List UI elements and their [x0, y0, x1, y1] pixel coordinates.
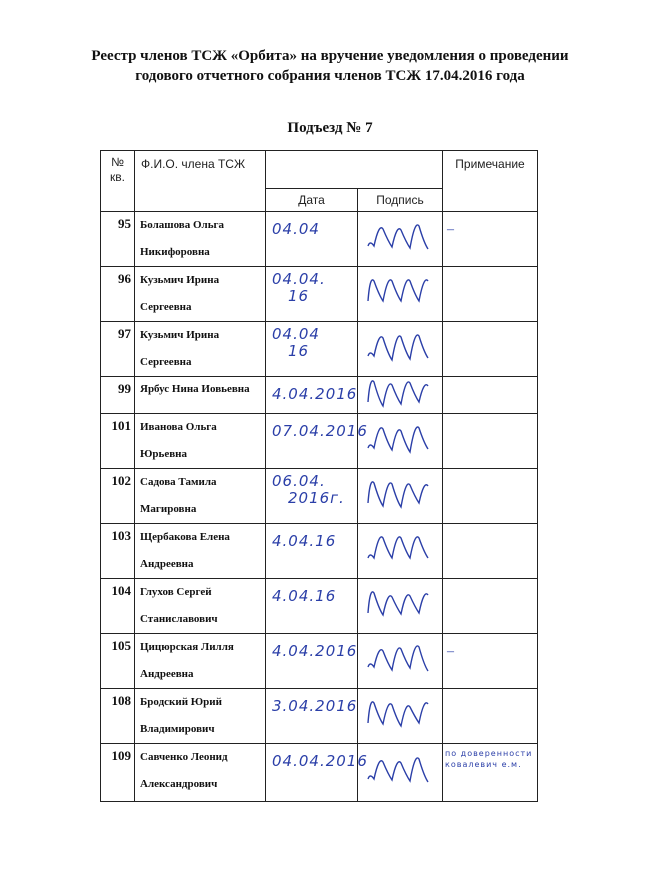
member-name-line-1: Цицюрская Лилля — [140, 641, 234, 653]
header-full-name: Ф.И.О. члена ТСЖ — [135, 151, 266, 212]
date-line-2: 16 — [288, 287, 310, 305]
note-cell — [443, 689, 538, 744]
entrance-heading: Подъезд № 7 — [287, 120, 373, 136]
handwritten-date — [266, 414, 368, 469]
member-name — [135, 689, 266, 744]
note-cell — [443, 524, 538, 579]
title-line-2: годового отчетного собрания членов ТСЖ 17.04.2016 года — [135, 68, 525, 84]
member-name — [135, 524, 266, 579]
apartment-number: 97 — [101, 322, 135, 377]
date-line-1: 04.04.2016 — [272, 752, 368, 770]
member-name-line-1: Щербакова Елена — [140, 531, 230, 543]
handwritten-date — [266, 377, 358, 414]
note-cell — [443, 469, 538, 524]
title-line-1: Реестр членов ТСЖ «Орбита» на вручение уведомления о проведении — [91, 48, 569, 64]
table-row — [101, 689, 538, 744]
handwritten-date — [266, 469, 358, 524]
signature-scribble — [358, 689, 443, 744]
signature-scribble — [358, 579, 443, 634]
signature-stroke — [368, 758, 428, 782]
signature-scribble — [358, 744, 443, 802]
header-date: Дата — [266, 189, 358, 212]
date-text — [272, 422, 368, 440]
table-row — [101, 212, 538, 267]
header-apt-label: кв. — [110, 170, 125, 184]
signature-scribble — [358, 634, 443, 688]
date-text — [272, 697, 357, 715]
signature-cell — [358, 267, 443, 322]
table-row — [101, 414, 538, 469]
signature-cell — [358, 322, 443, 377]
apartment-number: 108 — [101, 689, 135, 744]
apartment-number: 105 — [101, 634, 135, 689]
date-line-2: 16 — [288, 342, 310, 360]
signature-scribble — [358, 322, 443, 377]
member-name-line-1: Кузьмич Ирина — [140, 329, 220, 341]
date-text — [272, 220, 320, 238]
signature-cell — [358, 744, 443, 802]
member-name-line-1: Ярбус Нина Иовьевна — [140, 383, 250, 395]
signature-cell — [358, 212, 443, 267]
header-blank-cell — [266, 151, 443, 189]
member-name — [135, 377, 266, 414]
member-name-line-2: Андреевна — [140, 668, 194, 680]
date-line-1: 04.04. — [272, 270, 326, 288]
signature-scribble — [358, 414, 443, 469]
member-name-line-1: Глухов Сергей — [140, 586, 212, 598]
document-title — [40, 46, 620, 86]
handwritten-date — [266, 212, 358, 267]
signature-cell — [358, 377, 443, 414]
date-line-1: 4.04.16 — [272, 587, 337, 605]
member-name — [135, 212, 266, 267]
note-text: по доверенности ковалевич е.м. — [445, 749, 533, 769]
member-name-line-1: Кузьмич Ирина — [140, 274, 220, 286]
note-cell — [443, 267, 538, 322]
date-text — [272, 752, 368, 770]
apartment-number: 99 — [101, 377, 135, 414]
table-row — [101, 524, 538, 579]
header-note: Примечание — [443, 151, 538, 212]
member-name — [135, 634, 266, 689]
note-cell — [443, 377, 538, 414]
member-name-line-2: Никифоровна — [140, 246, 210, 258]
apartment-number: 95 — [101, 212, 135, 267]
member-name — [135, 744, 266, 802]
table-row — [101, 634, 538, 689]
member-name-line-2: Владимирович — [140, 723, 215, 735]
apartment-number: 101 — [101, 414, 135, 469]
signature-cell — [358, 469, 443, 524]
date-line-1: 06.04. — [272, 472, 326, 490]
date-text — [272, 385, 357, 403]
note-cell — [443, 579, 538, 634]
signature-stroke — [368, 592, 428, 615]
handwritten-date — [266, 744, 368, 802]
table-row — [101, 744, 538, 802]
date-line-1: 4.04.2016 — [272, 642, 358, 660]
handwritten-date — [266, 524, 358, 579]
member-name — [135, 267, 266, 322]
member-name-line-2: Сергеевна — [140, 301, 192, 313]
signature-cell — [358, 414, 443, 469]
signature-stroke — [368, 427, 428, 452]
member-name — [135, 414, 266, 469]
member-name-line-2: Андреевна — [140, 558, 194, 570]
table-header-row — [101, 151, 538, 189]
note-cell — [443, 744, 538, 802]
handwritten-date — [266, 689, 358, 744]
member-name-line-1: Бродский Юрий — [140, 696, 222, 708]
signature-scribble — [358, 524, 443, 579]
handwritten-date — [266, 634, 358, 689]
apartment-number: 109 — [101, 744, 135, 802]
signature-stroke — [368, 646, 428, 671]
member-name-line-2: Станиславович — [140, 613, 218, 625]
member-name — [135, 579, 266, 634]
date-text — [272, 473, 352, 507]
handwritten-date — [266, 267, 358, 322]
signature-cell — [358, 634, 443, 689]
member-name-line-2: Сергеевна — [140, 356, 192, 368]
date-line-1: 04.04 — [272, 325, 320, 343]
registry-table — [100, 150, 538, 802]
header-no-label: № — [111, 155, 124, 169]
signature-cell — [358, 524, 443, 579]
member-name-line-2: Юрьевна — [140, 448, 187, 460]
signature-scribble — [358, 377, 443, 414]
date-text — [272, 326, 352, 360]
note-cell — [443, 322, 538, 377]
header-apartment-no — [101, 151, 135, 212]
apartment-number: 102 — [101, 469, 135, 524]
signature-stroke — [368, 482, 428, 507]
date-text — [272, 271, 352, 305]
signature-stroke — [368, 702, 428, 726]
member-name-line-1: Садова Тамила — [140, 476, 217, 488]
table-row — [101, 469, 538, 524]
signature-scribble — [358, 469, 443, 524]
table-row — [101, 377, 538, 414]
member-name — [135, 322, 266, 377]
member-name — [135, 469, 266, 524]
member-name-line-2: Александрович — [140, 778, 218, 790]
date-line-1: 4.04.2016 — [272, 385, 358, 403]
member-name-line-1: Болашова Ольга — [140, 219, 225, 231]
date-text — [272, 587, 336, 605]
signature-stroke — [368, 335, 428, 360]
date-line-1: 04.04 — [272, 220, 320, 238]
member-name-line-2: Магировна — [140, 503, 197, 515]
handwritten-date — [266, 579, 358, 634]
note-cell — [443, 634, 538, 689]
date-line-1: 3.04.2016 — [272, 697, 358, 715]
table-row — [101, 579, 538, 634]
signature-stroke — [368, 537, 428, 558]
table-row — [101, 322, 538, 377]
note-cell — [443, 212, 538, 267]
signature-scribble — [358, 267, 443, 322]
apartment-number: 96 — [101, 267, 135, 322]
signature-cell — [358, 689, 443, 744]
apartment-number: 104 — [101, 579, 135, 634]
note-cell — [443, 414, 538, 469]
date-line-1: 07.04.2016 — [272, 422, 368, 440]
apartment-number: 103 — [101, 524, 135, 579]
table-row — [101, 267, 538, 322]
header-signature: Подпись — [358, 189, 443, 212]
signature-stroke — [368, 225, 428, 249]
signature-scribble — [358, 212, 443, 267]
handwritten-date — [266, 322, 358, 377]
date-line-2: 2016г. — [288, 489, 345, 507]
date-text — [272, 642, 357, 660]
signature-stroke — [368, 381, 428, 406]
date-line-1: 4.04.16 — [272, 532, 337, 550]
signature-cell — [358, 579, 443, 634]
date-text — [272, 532, 336, 550]
note-text: – — [447, 644, 454, 659]
signature-stroke — [368, 280, 428, 301]
note-text: – — [447, 222, 454, 237]
member-name-line-1: Савченко Леонид — [140, 751, 228, 763]
member-name-line-1: Иванова Ольга — [140, 421, 217, 433]
